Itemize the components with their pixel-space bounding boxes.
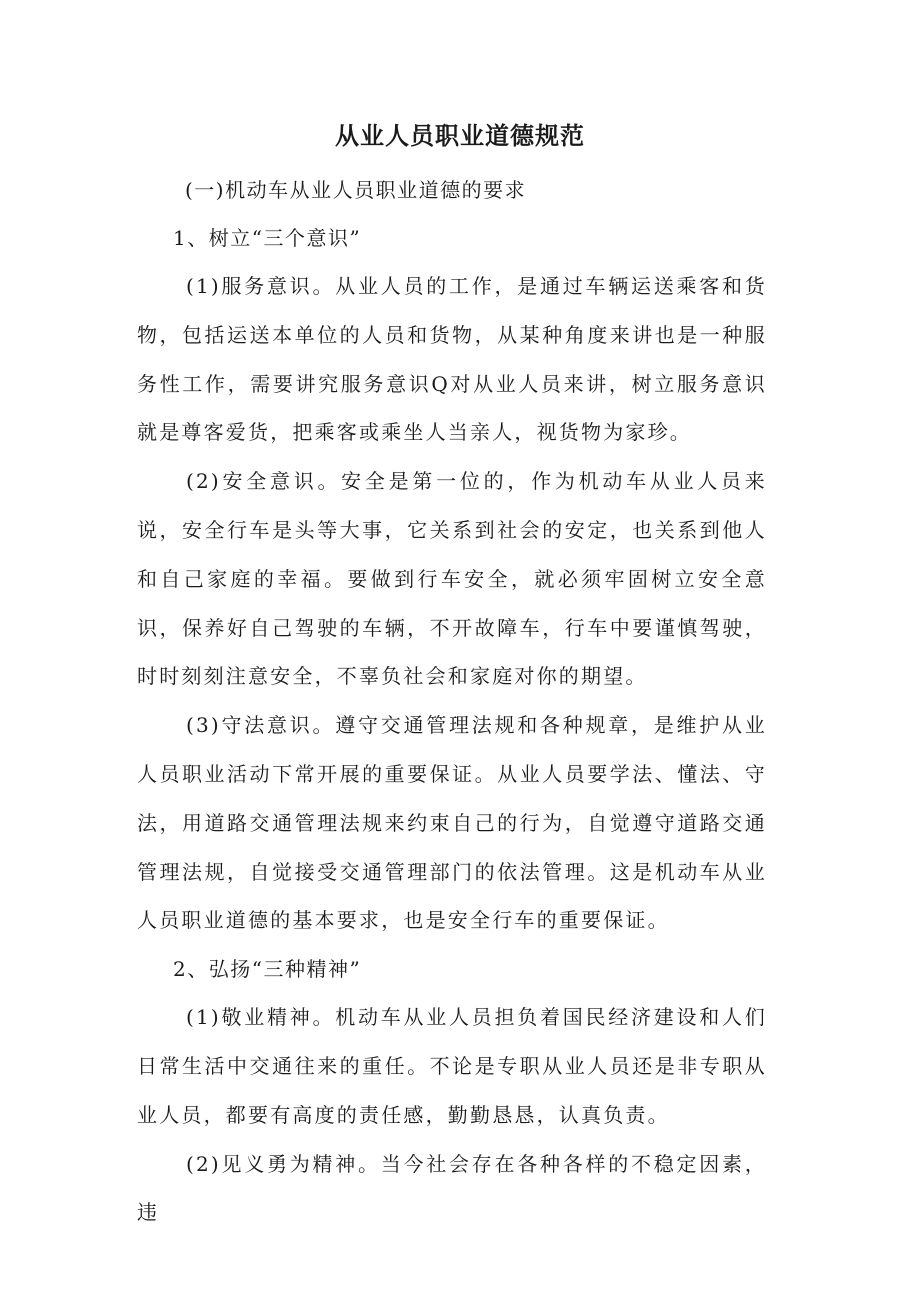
section-heading: (一)机动车从业人员职业道德的要求 — [185, 178, 527, 202]
paragraph-dedication-spirit: (1)敬业精神。机动车从业人员担负着国民经济建设和人们日常生活中交通往来的重任。不论是专职从业人员还是非专职从业人员，都要有高度的责任感，勤勤恳恳，认真负责。 — [137, 1005, 767, 1127]
document-body — [137, 166, 767, 1237]
paragraph-safety-awareness: (2)安全意识。安全是第一位的，作为机动车从业人员来说，安全行车是头等大事，它关系到社会的安定，也关系到他人和自己家庭的幸福。要做到行车安全，就必须牢固树立安全意识，保养好自己驾驶的车辆，不开故障车，行车中要谨慎驾驶，时时刻刻注意安全，不辜负社会和家庭对你的期望。 — [137, 469, 767, 689]
item-heading-three-spirits: 2、弘扬“三种精神” — [173, 957, 362, 982]
paragraph-service-awareness: (1)服务意识。从业人员的工作，是通过车辆运送乘客和货物，包括运送本单位的人员和货物，从某种角度来讲也是一种服务性工作，需要讲究服务意识Q对从业人员来讲，树立服务意识就是尊客爱货，把乘客或乘坐人当亲人，视货物为家珍。 — [137, 274, 767, 445]
item-heading-three-awareness: 1、树立“三个意识” — [173, 226, 362, 250]
paragraph-courage-spirit: (2)见义勇为精神。当今社会存在各种各样的不稳定因素，违 — [137, 1151, 767, 1225]
paragraph-law-awareness: (3)守法意识。遵守交通管理法规和各种规章，是维护从业人员职业活动下常开展的重要保证。从业人员要学法、懂法、守法，用道路交通管理法规来约束自己的行为，自觉遵守道路交通管理法规，自觉接受交通管理部门的依法管理。这是机动车从业人员职业道德的基本要求，也是安全行车的重要保证。 — [137, 713, 767, 933]
document-title: 从业人员职业道德规范 — [335, 122, 585, 150]
